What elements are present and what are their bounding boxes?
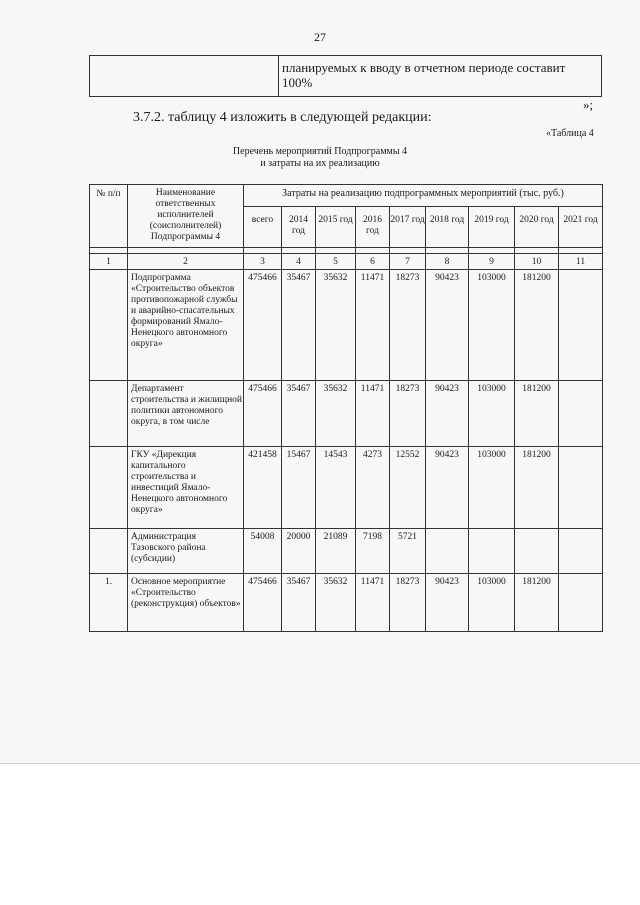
column-number: 4	[282, 254, 316, 270]
row-num	[90, 529, 128, 574]
header-year: 2016 год	[356, 207, 390, 248]
empty-cell	[90, 56, 279, 97]
row-value: 21089	[316, 529, 356, 574]
column-number: 7	[390, 254, 426, 270]
header-year: 2021 год	[559, 207, 603, 248]
column-number: 11	[559, 254, 603, 270]
row-value: 181200	[515, 447, 559, 529]
row-value	[559, 574, 603, 632]
row-value: 181200	[515, 574, 559, 632]
measures-table	[89, 184, 603, 632]
caption-line-1: Перечень мероприятий Подпрограммы 4	[232, 146, 408, 157]
row-value: 35467	[282, 574, 316, 632]
row-value: 103000	[469, 270, 515, 381]
row-value: 181200	[515, 381, 559, 447]
header-total: всего	[244, 207, 282, 248]
table-label: «Таблица 4	[546, 128, 594, 139]
column-number: 6	[356, 254, 390, 270]
header-year: 2020 год	[515, 207, 559, 248]
header-year: 2019 год	[469, 207, 515, 248]
closing-quote: »;	[583, 97, 594, 112]
row-value: 103000	[469, 447, 515, 529]
column-number: 2	[128, 254, 244, 270]
column-number: 1	[90, 254, 128, 270]
row-value: 35632	[316, 574, 356, 632]
row-value	[559, 270, 603, 381]
header-year: 2014 год	[282, 207, 316, 248]
row-value: 475466	[244, 270, 282, 381]
row-name: Департамент строительства и жилищной политики автономного округа, в том числе	[128, 381, 244, 447]
row-value	[559, 529, 603, 574]
row-value: 4273	[356, 447, 390, 529]
row-value: 475466	[244, 381, 282, 447]
column-number-row	[90, 254, 603, 270]
row-value: 90423	[426, 381, 469, 447]
row-value	[559, 381, 603, 447]
row-name: Основное мероприятие «Строительство (реконструкция) объектов»	[128, 574, 244, 632]
row-value: 12552	[390, 447, 426, 529]
table-caption	[0, 146, 640, 170]
row-value: 18273	[390, 574, 426, 632]
row-value: 11471	[356, 381, 390, 447]
row-value: 18273	[390, 270, 426, 381]
table-row	[90, 56, 602, 97]
row-value: 20000	[282, 529, 316, 574]
row-value: 7198	[356, 529, 390, 574]
row-value: 11471	[356, 270, 390, 381]
row-value: 35467	[282, 270, 316, 381]
row-value: 35632	[316, 270, 356, 381]
table-row	[90, 574, 603, 632]
row-value	[559, 447, 603, 529]
column-number: 9	[469, 254, 515, 270]
row-num	[90, 381, 128, 447]
row-value: 181200	[515, 270, 559, 381]
row-value: 90423	[426, 447, 469, 529]
caption-line-2: и затраты на их реализацию	[260, 158, 380, 169]
table-row	[90, 529, 603, 574]
header-year: 2017 год	[390, 207, 426, 248]
row-value: 475466	[244, 574, 282, 632]
row-name: Подпрограмма «Строительство объектов противопожарной службы и аварийно-спасательных формирований Ямало-Ненецкого автономного округа»	[128, 270, 244, 381]
column-number: 5	[316, 254, 356, 270]
header-year: 2018 год	[426, 207, 469, 248]
row-value: 35632	[316, 381, 356, 447]
row-num: 1.	[90, 574, 128, 632]
row-value: 35467	[282, 381, 316, 447]
table-row	[90, 447, 603, 529]
row-value: 15467	[282, 447, 316, 529]
row-value: 54008	[244, 529, 282, 574]
row-num	[90, 447, 128, 529]
carryover-table	[89, 55, 602, 97]
header-row-1	[90, 185, 603, 207]
row-value: 421458	[244, 447, 282, 529]
row-value: 14543	[316, 447, 356, 529]
column-number: 10	[515, 254, 559, 270]
header-name: Наименование ответственных исполнителей (соисполнителей) Подпрограммы 4	[128, 185, 244, 248]
header-costs: Затраты на реализацию подпрограммных мероприятий (тыс. руб.)	[244, 185, 603, 207]
header-num: № п/п	[90, 185, 128, 248]
row-value: 5721	[390, 529, 426, 574]
row-name: ГКУ «Дирекция капитального строительства и инвестиций Ямало-Ненецкого автономного округа»	[128, 447, 244, 529]
carryover-text: планируемых к вводу в отчетном периоде составит 100%	[279, 56, 602, 97]
row-value: 18273	[390, 381, 426, 447]
table-row	[90, 270, 603, 381]
instruction-text: 3.7.2. таблицу 4 изложить в следующей редакции:	[133, 110, 432, 125]
row-value: 90423	[426, 270, 469, 381]
row-value: 90423	[426, 574, 469, 632]
table-row	[90, 381, 603, 447]
header-year: 2015 год	[316, 207, 356, 248]
column-number: 3	[244, 254, 282, 270]
row-value	[469, 529, 515, 574]
row-name: Администрация Тазовского района (субсидии)	[128, 529, 244, 574]
row-value: 11471	[356, 574, 390, 632]
row-value: 103000	[469, 381, 515, 447]
row-num	[90, 270, 128, 381]
row-value	[426, 529, 469, 574]
row-value: 103000	[469, 574, 515, 632]
page-number: 27	[314, 30, 326, 44]
column-number: 8	[426, 254, 469, 270]
row-value	[515, 529, 559, 574]
